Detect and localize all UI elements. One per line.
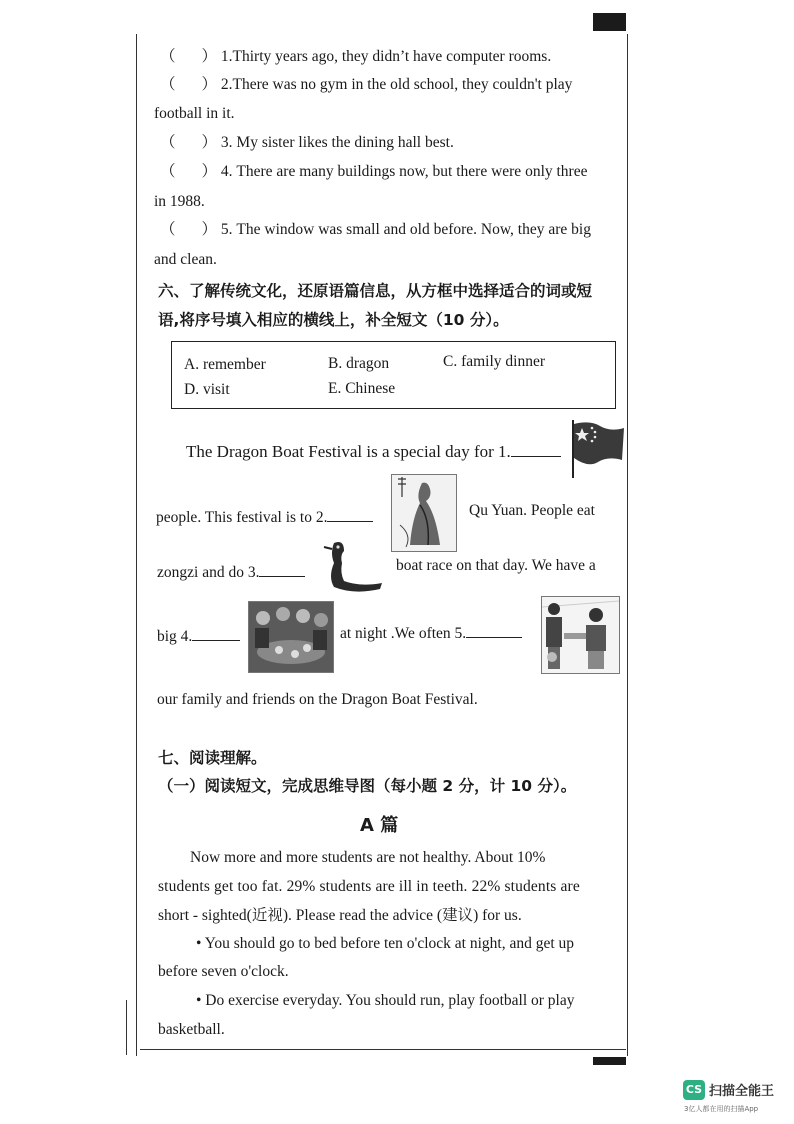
blank-4[interactable] <box>192 626 240 641</box>
qu-yuan-image <box>391 474 457 552</box>
camscanner-logo-icon: CS <box>683 1080 705 1100</box>
tf-item-1: （ ） 1.Thirty years ago, they didn’t have computer rooms. <box>160 48 552 65</box>
passage-line-1: The Dragon Boat Festival is a special day for 1. <box>186 442 561 462</box>
section7-heading: 七、阅读理解。 <box>158 749 267 767</box>
dragon-boat-image <box>320 537 386 597</box>
registration-mark-top <box>593 13 626 31</box>
advice-bullet-1: • You should go to bed before ten o'clock at night, and get up <box>196 935 575 952</box>
visit-family-image <box>541 596 620 674</box>
advice-bullet-2-continued: basketball. <box>158 1021 225 1038</box>
passage-title: A 篇 <box>360 815 399 836</box>
answer-paren-open[interactable]: （ <box>160 76 176 93</box>
passage-line-4: big 4. <box>157 626 240 647</box>
page-border-left-outer <box>126 1000 127 1055</box>
blank-3[interactable] <box>259 562 305 577</box>
passage-line-2: people. This festival is to 2. <box>156 507 373 528</box>
passage-line-3: zongzi and do 3. <box>157 562 305 583</box>
page-border-right <box>627 34 628 1056</box>
answer-paren-open[interactable]: （ <box>160 134 176 151</box>
tf-item-4-continued: in 1988. <box>154 193 205 210</box>
passage-line-2b: Qu Yuan. People eat <box>469 502 595 519</box>
word-option-b: B. dragon <box>328 355 390 372</box>
section6-heading-line1: 六、了解传统文化，还原语篇信息，从方框中选择适合的词或短 <box>158 282 593 300</box>
registration-mark-bottom <box>593 1057 626 1065</box>
page-border-left <box>136 34 137 1056</box>
word-option-d: D. visit <box>184 381 230 398</box>
word-option-e: E. Chinese <box>328 380 396 397</box>
tf-item-4: （ ） 4. There are many buildings now, but there were only three <box>160 163 588 180</box>
blank-1[interactable] <box>511 442 561 457</box>
reading-paragraph-line-3: short - sighted(近视). Please read the advice (建议) for us. <box>158 907 522 924</box>
blank-5[interactable] <box>466 623 522 638</box>
reading-paragraph-line-2: students get too fat. 29% students are ill in teeth. 22% students are <box>158 878 580 895</box>
camscanner-name: 扫描全能王 <box>709 1084 775 1099</box>
advice-bullet-2: • Do exercise everyday. You should run, play football or play <box>196 992 575 1009</box>
camscanner-tagline: 3亿人都在用的扫描App <box>684 1105 759 1113</box>
word-option-c: C. family dinner <box>443 353 546 370</box>
passage-line-5: our family and friends on the Dragon Boat Festival. <box>157 691 478 708</box>
passage-line-3b: boat race on that day. We have a <box>396 557 596 574</box>
answer-paren-open[interactable]: （ <box>160 48 176 65</box>
section6-heading-line2: 语,将序号填入相应的横线上，补全短文（10 分）。 <box>158 311 509 329</box>
china-flag-image <box>570 418 624 478</box>
tf-item-2-continued: football in it. <box>154 105 235 122</box>
tf-item-2: （ ） 2.There was no gym in the old school, they couldn't play <box>160 76 573 93</box>
answer-paren-open[interactable]: （ <box>160 221 176 238</box>
blank-2[interactable] <box>327 507 373 522</box>
tf-item-5-continued: and clean. <box>154 251 217 268</box>
tf-item-5: （ ） 5. The window was small and old before. Now, they are big <box>160 221 591 238</box>
family-dinner-image <box>248 601 334 673</box>
page-border-bottom <box>140 1049 626 1050</box>
passage-line-4b: at night .We often 5. <box>340 623 522 644</box>
section7-subheading: （一）阅读短文，完成思维导图（每小题 2 分，计 10 分）。 <box>158 777 577 795</box>
word-option-a: A. remember <box>184 356 266 373</box>
reading-paragraph-line-1: Now more and more students are not healthy. About 10% <box>190 849 546 866</box>
advice-bullet-1-continued: before seven o'clock. <box>158 963 289 980</box>
answer-paren-open[interactable]: （ <box>160 163 176 180</box>
tf-item-3: （ ） 3. My sister likes the dining hall best. <box>160 134 454 151</box>
